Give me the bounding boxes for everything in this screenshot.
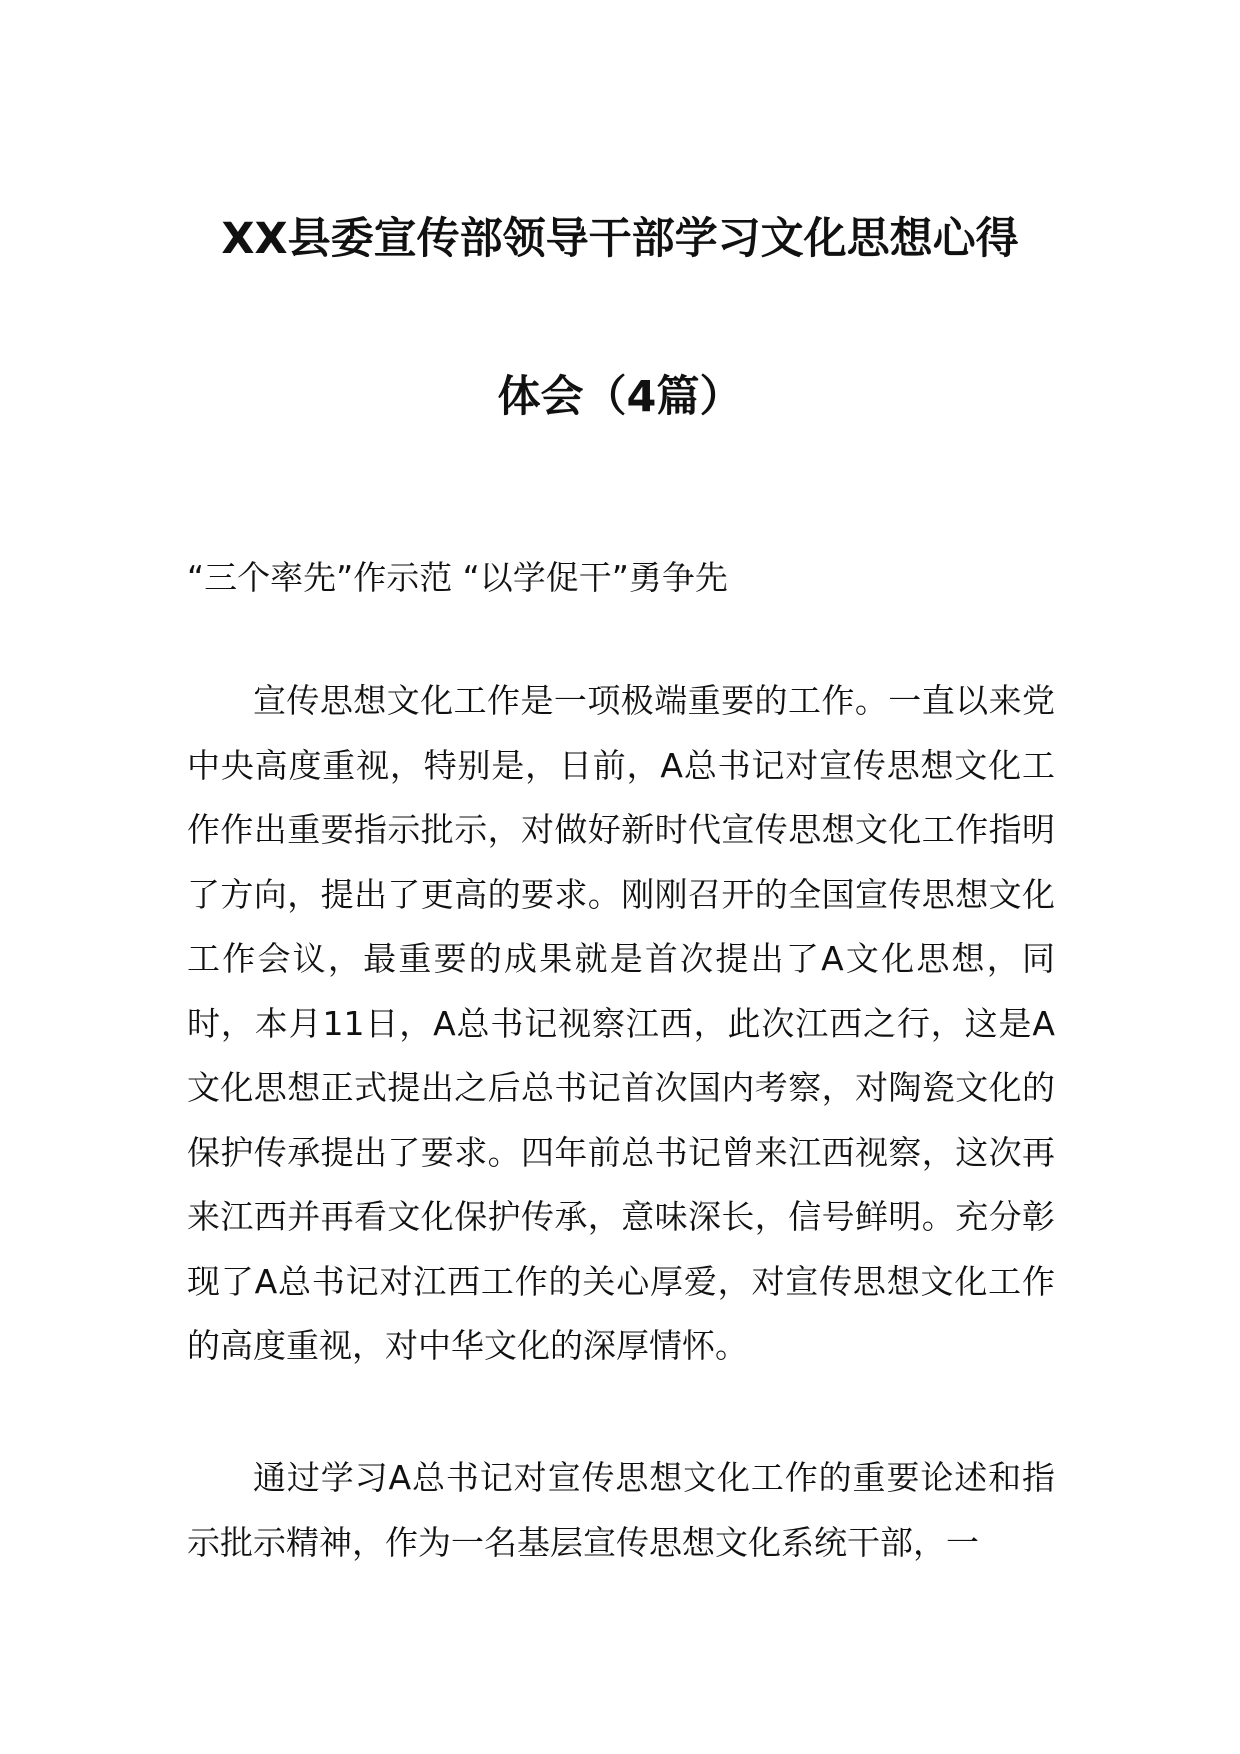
section-heading: “三个率先”作示范 “以学促干”勇争先	[187, 558, 728, 597]
document-title-line-2: 体会（4篇）	[497, 372, 743, 422]
document-title-line-1: XX县委宣传部领导干部学习文化思想心得	[221, 214, 1019, 264]
body-paragraph-1: 宣传思想文化工作是一项极端重要的工作。一直以来党中央高度重视，特别是，日前，A总书记对宣传思想文化工作作出重要指示批示，对做好新时代宣传思想文化工作指明了方向，提出了更高的要求。刚刚召开的全国宣传思想文化工作会议，最重要的成果就是首次提出了A文化思想，同时，本月11日，A总书记视察江西，此次江西之行，这是A文化思想正式提出之后总书记首次国内考察，对陶瓷文化的保护传承提出了要求。四年前总书记曾来江西视察，这次再来江西并再看文化保护传承，意味深长，信号鲜明。充分彰现了A总书记对江西工作的关心厚爱，对宣传思想文化工作的高度重视，对中华文化的深厚情怀。	[187, 681, 1055, 1365]
body-paragraph-2: 通过学习A总书记对宣传思想文化工作的重要论述和指示批示精神，作为一名基层宣传思想文化系统干部，一	[187, 1458, 1055, 1562]
